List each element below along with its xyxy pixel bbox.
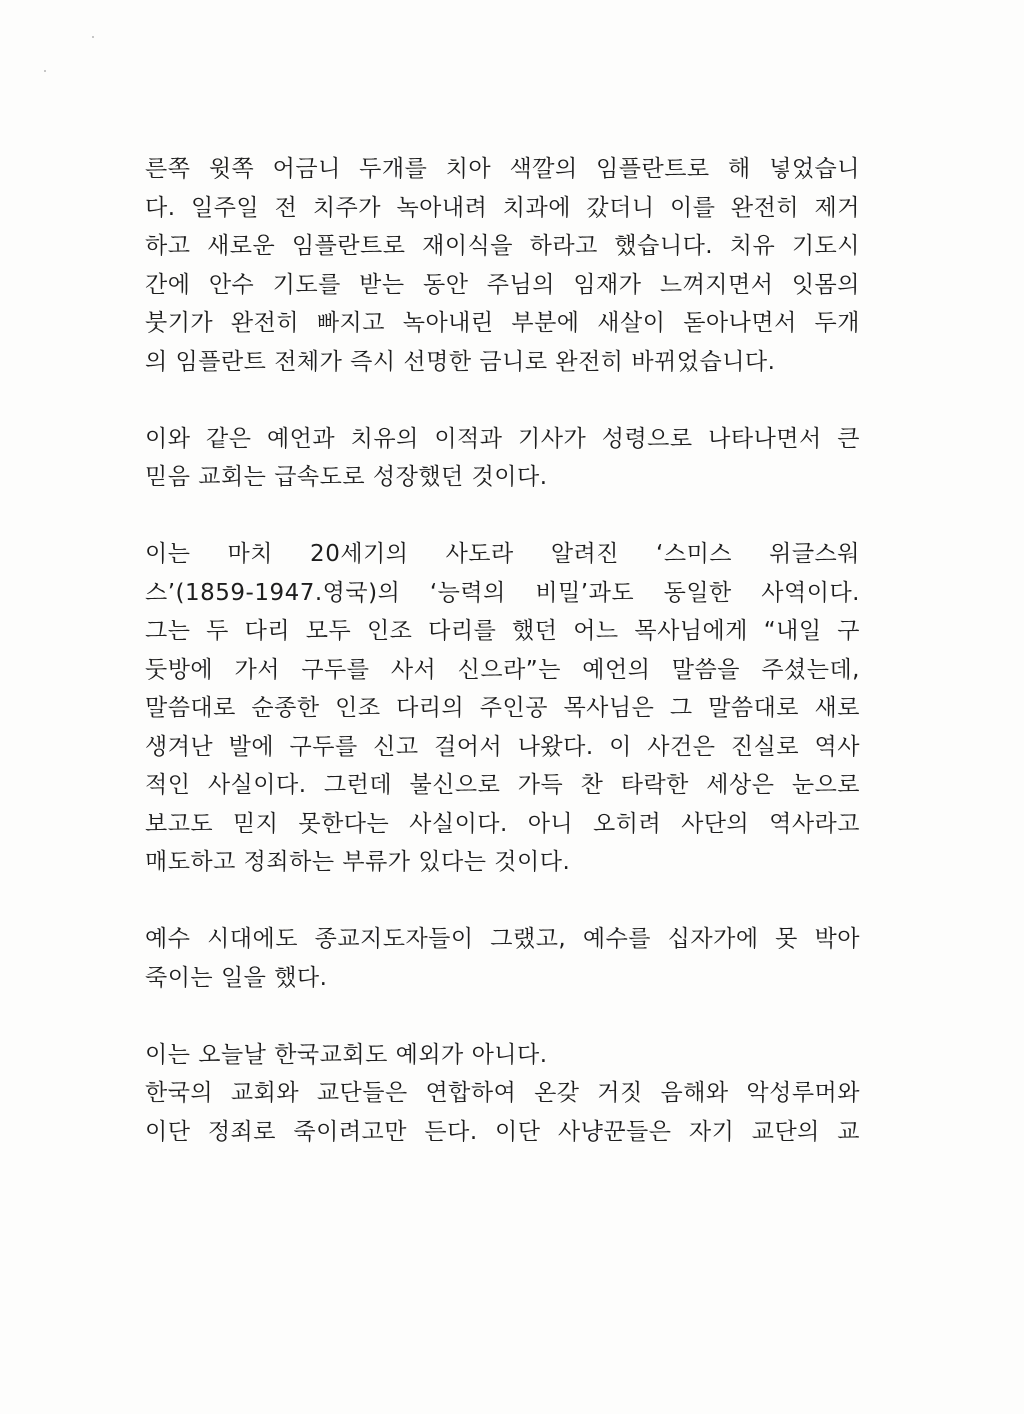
paragraph-gap [145, 997, 860, 1036]
text-line: 그는 두 다리 모두 인조 다리를 했던 어느 목사님에게 “내일 구 [145, 618, 860, 644]
body-text [145, 150, 860, 1151]
text-line: 적인 사실이다. 그런데 불신으로 가득 찬 타락한 세상은 눈으로 [145, 772, 860, 798]
paragraph-jesus-era [145, 920, 860, 997]
text-line: 간에 안수 기도를 받는 동안 주님의 임재가 느껴지면서 잇몸의 [145, 271, 860, 298]
paragraph-gap [145, 497, 860, 536]
scan-speck [92, 36, 94, 38]
text-line: 말씀대로 순종한 인조 다리의 주인공 목사님은 그 말씀대로 새로 [145, 695, 860, 721]
text-line: 생겨난 발에 구두를 신고 걸어서 나왔다. 이 사건은 진실로 역사 [145, 733, 860, 760]
text-line: 믿음 교회는 급속도로 성장했던 것이다. [145, 464, 548, 490]
text-line: 둣방에 가서 구두를 사서 신으라”는 예언의 말씀을 주셨는데, [145, 656, 860, 683]
text-line: 예수 시대에도 종교지도자들이 그랬고, 예수를 십자가에 못 박아 [145, 926, 860, 952]
text-line: 보고도 믿지 못한다는 사실이다. 아니 오히려 사단의 역사라고 [145, 810, 860, 837]
text-line: 죽이는 일을 했다. [145, 964, 328, 991]
text-line: 한국의 교회와 교단들은 연합하여 온갖 거짓 음해와 악성루머와 [145, 1080, 860, 1106]
text-line: 이단 정죄로 죽이려고만 든다. 이단 사냥꾼들은 자기 교단의 교 [145, 1118, 860, 1145]
text-line: 이는 오늘날 한국교회도 예외가 아니다. [145, 1041, 548, 1068]
paragraph-gap [145, 882, 860, 921]
text-line: 붓기가 완전히 빠지고 녹아내린 부분에 새살이 돋아나면서 두개 [145, 310, 860, 336]
text-line: 매도하고 정죄하는 부류가 있다는 것이다. [145, 849, 571, 875]
text-line: 이와 같은 예언과 치유의 이적과 기사가 성령으로 나타나면서 큰 [145, 425, 860, 452]
text-line: 이는 마치 20세기의 사도라 알려진 ‘스미스 위글스워 [145, 541, 860, 567]
paragraph-korean-church [145, 1036, 860, 1152]
text-line: 른쪽 윗쪽 어금니 두개를 치아 색깔의 임플란트로 해 넣었습니 [145, 156, 860, 182]
text-line: 다. 일주일 전 치주가 녹아내려 치과에 갔더니 이를 완전히 제거 [145, 194, 860, 221]
text-line: 하고 새로운 임플란트로 재이식을 하라고 했습니다. 치유 기도시 [145, 233, 860, 259]
text-line: 의 임플란트 전체가 즉시 선명한 금니로 완전히 바뀌었습니다. [145, 348, 776, 375]
paragraph-church-growth [145, 420, 860, 497]
text-line: 스’(1859-1947.영국)의 ‘능력의 비밀’과도 동일한 사역이다. [145, 579, 860, 606]
scan-speck [44, 70, 46, 72]
paragraph-wigglesworth [145, 535, 860, 882]
paragraph-implant-testimony [145, 150, 860, 381]
paragraph-gap [145, 381, 860, 420]
